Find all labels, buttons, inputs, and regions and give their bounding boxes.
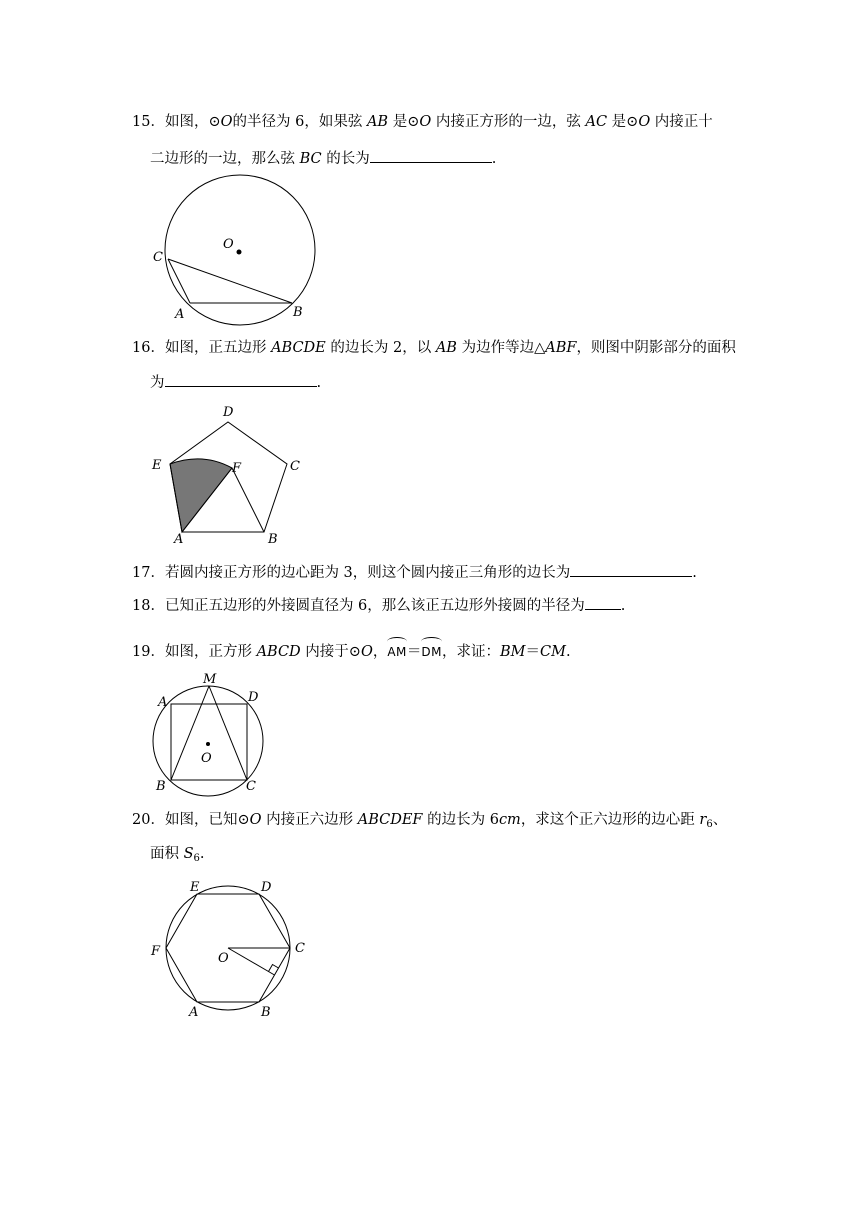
answer-blank[interactable] xyxy=(370,148,492,163)
answer-blank[interactable] xyxy=(585,595,621,610)
label-o: O xyxy=(218,951,229,966)
q16-line2: 为 . xyxy=(150,372,321,393)
label-b: B xyxy=(268,532,278,547)
label-a: A xyxy=(174,532,184,547)
q16-line1: 16．如图，正五边形 ABCDE 的边长为 2，以 AB 为边作等边△ABF，则图中阴影部分的面积 xyxy=(132,340,736,356)
q15-number: 15． xyxy=(132,114,165,130)
label-d: D xyxy=(261,880,272,895)
answer-blank[interactable] xyxy=(165,372,317,387)
label-e: E xyxy=(190,880,200,895)
segment-bf xyxy=(232,468,264,532)
label-m: M xyxy=(203,672,217,687)
shaded-sector xyxy=(170,459,232,532)
label-a: A xyxy=(175,307,185,322)
q20-line2: 面积 $S_6$. xyxy=(150,846,205,864)
arc-am: AM xyxy=(387,636,407,662)
label-b: B xyxy=(261,1005,271,1020)
answer-blank[interactable] xyxy=(570,562,692,577)
square-abcd xyxy=(171,704,247,780)
center-point xyxy=(237,250,242,255)
q19-figure xyxy=(150,668,290,798)
label-b: B xyxy=(293,305,303,320)
label-o: O xyxy=(201,751,212,766)
label-b: B xyxy=(156,779,166,794)
label-o: O xyxy=(223,237,234,252)
q19-number: 19． xyxy=(132,644,165,660)
q18-line: 18．已知正五边形的外接圆直径为 6，那么该正五边形外接圆的半径为 . xyxy=(132,595,625,616)
q15-figure xyxy=(150,175,330,325)
label-f: F xyxy=(232,461,242,476)
q17-number: 17． xyxy=(132,565,165,581)
label-d: D xyxy=(248,690,259,705)
label-c: C xyxy=(246,779,256,794)
segment-mc xyxy=(209,686,247,780)
q16-figure xyxy=(148,402,318,547)
q18-number: 18． xyxy=(132,598,165,614)
label-c: C xyxy=(290,459,300,474)
circle-symbol: ⊙ xyxy=(208,114,221,130)
q15-line1: 15．如图，⊙O的半径为 6，如果弦 AB 是⊙O 内接正方形的一边，弦 AC 是⊙O 内接正十 xyxy=(132,114,713,130)
q17-line: 17．若圆内接正方形的边心距为 3，则这个圆内接正三角形的边长为 . xyxy=(132,562,697,583)
q19-line: 19．如图，正方形 ABCD 内接于⊙O，AM＝DM，求证：BM＝CM. xyxy=(132,636,571,662)
q20-line1: 20．如图，已知⊙O 内接正六边形 ABCDEF 的边长为 6cm，求这个正六边形的边心距 $r_6$、 xyxy=(132,812,728,830)
label-c: C xyxy=(153,250,163,265)
circle-symbol: ⊙ xyxy=(237,812,250,828)
label-f: F xyxy=(151,944,161,959)
label-a: A xyxy=(189,1005,199,1020)
label-a: A xyxy=(158,695,168,710)
arc-dm: DM xyxy=(421,636,442,662)
label-c: C xyxy=(295,941,305,956)
center-point xyxy=(206,742,210,746)
apothem xyxy=(228,948,275,975)
label-e: E xyxy=(152,458,162,473)
q20-number: 20． xyxy=(132,812,165,828)
q15-line2: 二边形的一边，那么弦 BC 的长为 . xyxy=(150,148,496,169)
label-d: D xyxy=(223,405,234,420)
circle-symbol: ⊙ xyxy=(348,644,361,660)
q16-number: 16． xyxy=(132,340,165,356)
q20-figure xyxy=(148,878,318,1018)
